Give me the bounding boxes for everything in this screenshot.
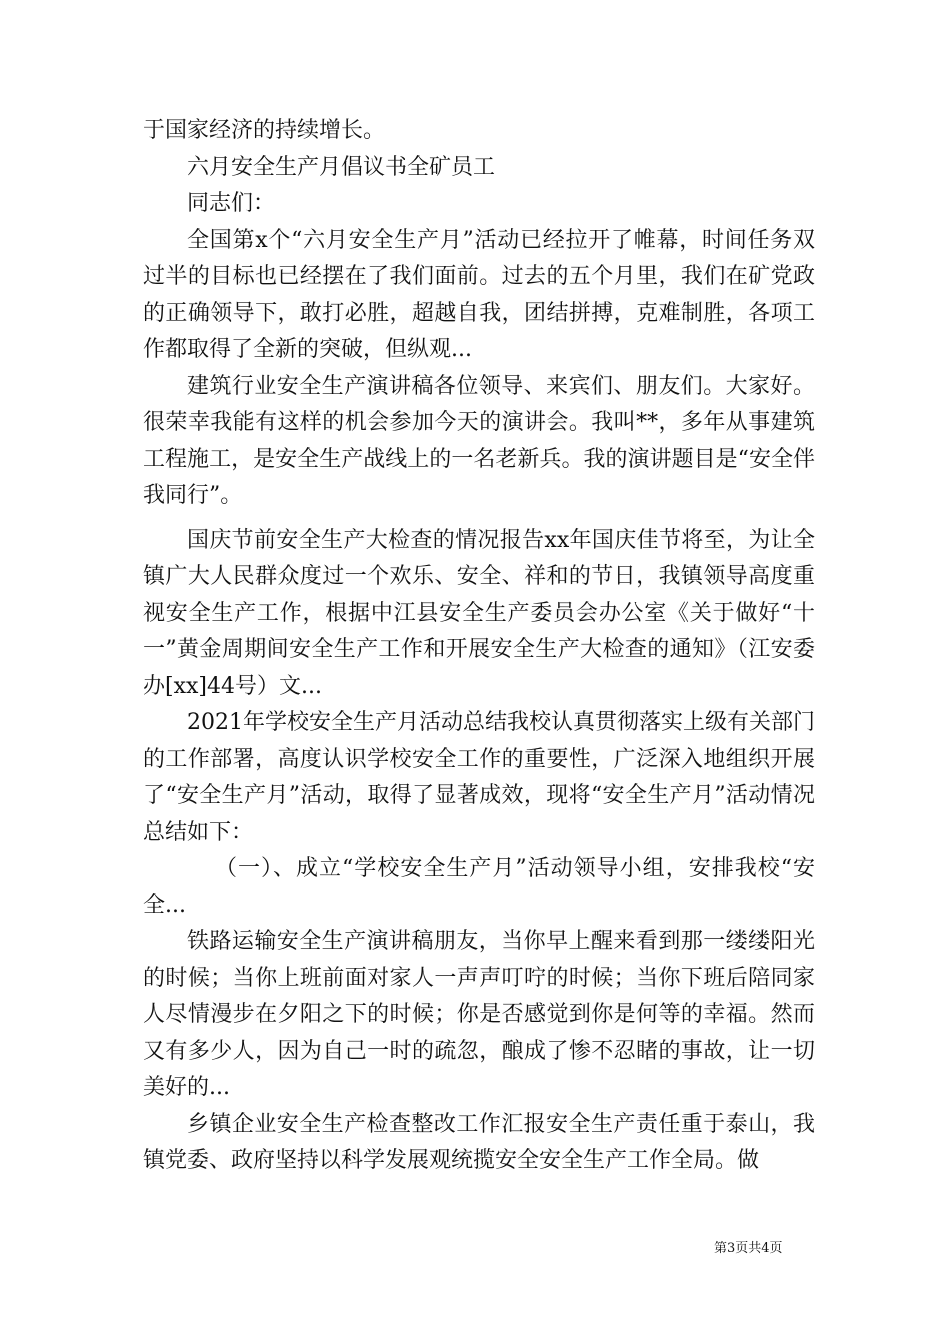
paragraph-construction-speech: 建筑行业安全生产演讲稿各位领导、来宾们、朋友们。大家好。很荣幸我能有这样的机会参加今天的演讲会。我叫**，多年从事建筑工程施工，是安全生产战线上的一名老新兵。我的演讲题目是“安全伴我同行”。 bbox=[143, 373, 815, 508]
paragraph-heading-proposal: 六月安全生产月倡议书全矿员工 bbox=[187, 154, 496, 180]
paragraph-national-day-report: 国庆节前安全生产大检查的情况报告xx年国庆佳节将至，为让全镇广大人民群众度过一个欢乐、安全、祥和的节日，我镇领导高度重视安全生产工作，根据中江县安全生产委员会办公室《关于做好“十一”黄金周期间安全生产工作和开展安全生产大检查的通知》（江安委办[xx]44号）文... bbox=[143, 527, 815, 699]
paragraph-continuation: 于国家经济的持续增长。 bbox=[143, 118, 386, 143]
paragraph-township-report: 乡镇企业安全生产检查整改工作汇报安全生产责任重于泰山，我镇党委、政府坚持以科学发展观统揽安全安全生产工作全局。做 bbox=[143, 1111, 815, 1173]
document-body bbox=[143, 113, 815, 1180]
paragraph-railway-speech: 铁路运输安全生产演讲稿朋友，当你早上醒来看到那一缕缕阳光的时候；当你上班前面对家人一声声叮咛的时候；当你下班后陪同家人尽情漫步在夕阳之下的时候；你是否感觉到你是何等的幸福。然而又有多少人，因为自己一时的疏忽，酿成了惨不忍睹的事故，让一切美好的... bbox=[143, 929, 815, 1100]
paragraph-safety-month: 全国第x个“六月安全生产月”活动已经拉开了帷幕，时间任务双过半的目标也已经摆在了我们面前。过去的五个月里，我们在矿党政的正确领导下，敢打必胜，超越自我，团结拼搏，克难制胜，各项工作都取得了全新的突破，但纵观... bbox=[143, 227, 815, 362]
paragraph-school-subitem: （一）、成立“学校安全生产月”活动领导小组，安排我校“安全... bbox=[143, 856, 815, 918]
paragraph-salutation: 同志们： bbox=[187, 191, 276, 216]
paragraph-school-summary: 2021年学校安全生产月活动总结我校认真贯彻落实上级有关部门的工作部署，高度认识学校安全工作的重要性，广泛深入地组织开展了“安全生产月”活动，取得了显著成效，现将“安全生产月”活动情况总结如下： bbox=[143, 710, 815, 845]
page-number: 第3页共4页 bbox=[714, 1241, 783, 1256]
